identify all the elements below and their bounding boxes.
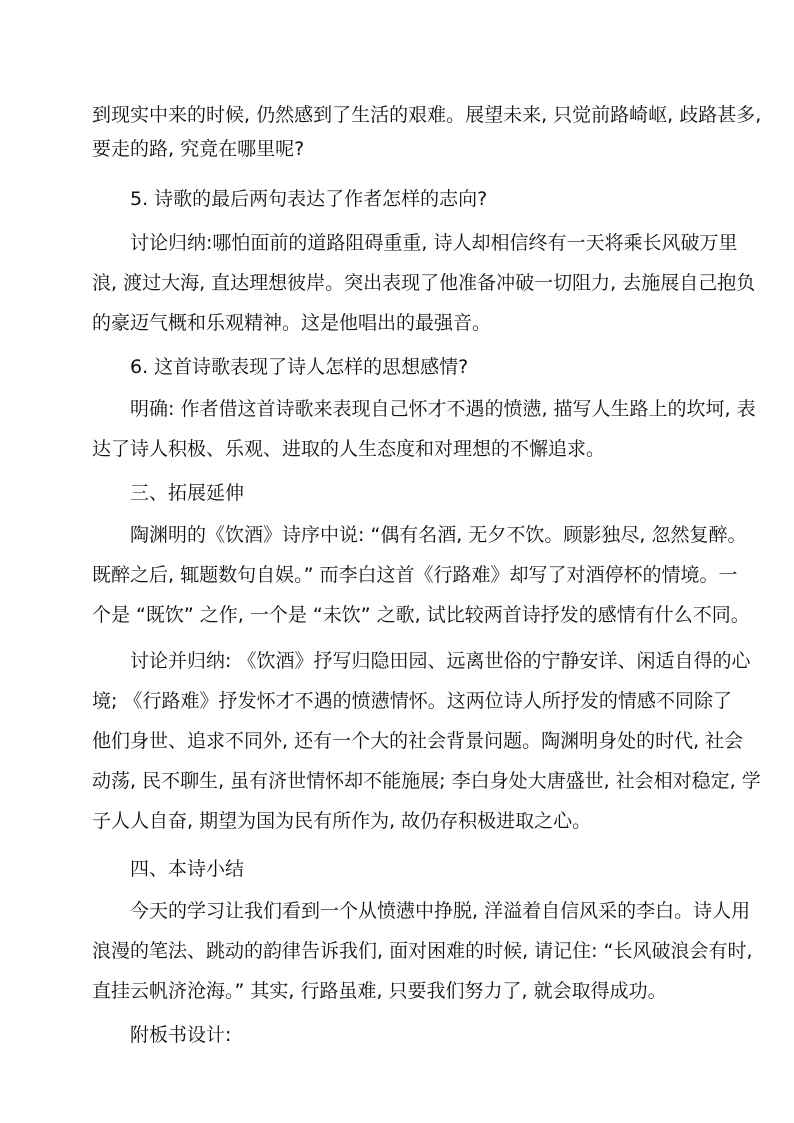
text-line: 的豪迈气概和乐观精神。这是他唱出的最强音。: [92, 312, 492, 334]
text-line: 6. 这首诗歌表现了诗人怎样的思想感情?: [130, 356, 469, 378]
text-line: 他们身世、追求不同外, 还有一个大的社会背景问题。陶渊明身处的时代, 社会: [92, 730, 744, 752]
section-heading-4: [130, 852, 732, 886]
paragraph-extension: [92, 518, 750, 632]
paragraph-discussion: [92, 644, 761, 838]
text-line: 讨论并归纳: 《饮酒》抒写归隐田园、远离世俗的宁静安详、闲适自得的心: [130, 650, 751, 672]
text-line: 浪, 渡过大海, 直达理想彼岸。突出表现了他准备冲破一切阻力, 去施展自己抱负: [92, 272, 756, 294]
text-line: 陶渊明的《饮酒》诗序中说: “偶有名酒, 无夕不饮。顾影独尽, 忽然复醉。: [130, 524, 747, 546]
text-line: 今天的学习让我们看到一个从愤懑中挣脱, 洋溢着自信风采的李白。诗人用: [130, 900, 751, 922]
text-line: 要走的路, 究竟在哪里呢?: [92, 138, 305, 160]
text-line: 三、拓展延伸: [130, 482, 245, 504]
text-line: 子人人自奋, 期望为国为民有所作为, 故仍存积极进取之心。: [92, 810, 592, 832]
question-5: [130, 182, 732, 216]
answer-6: [92, 392, 756, 466]
text-line: 直挂云帆济沧海。” 其实, 行路虽难, 只要我们努力了, 就会取得成功。: [92, 980, 667, 1002]
text-line: 浪漫的笔法、跳动的韵律告诉我们, 面对困难的时候, 请记住: “长风破浪会有时,: [92, 940, 753, 962]
answer-5: [92, 226, 756, 340]
text-line: 达了诗人积极、乐观、进取的人生态度和对理想的不懈追求。: [92, 438, 606, 460]
text-line: 5. 诗歌的最后两句表达了作者怎样的志向?: [130, 188, 488, 210]
text-line: 个是 “既饮” 之作, 一个是 “未饮” 之歌, 试比较两首诗抒发的感情有什么不同。: [92, 604, 750, 626]
section-heading-3: [130, 476, 732, 510]
text-line: 讨论归纳:哪怕面前的道路阻碍重重, 诗人却相信终有一天将乘长风破万里: [130, 232, 738, 254]
text-line: 到现实中来的时候, 仍然感到了生活的艰难。展望未来, 只觉前路崎岖, 歧路甚多,: [92, 104, 762, 126]
paragraph-summary: [92, 894, 753, 1008]
text-line: 明确: 作者借这首诗歌来表现自己怀才不遇的愤懑, 描写人生路上的坎坷, 表: [130, 398, 756, 420]
board-design-label: [130, 1018, 732, 1052]
text-line: 既醉之后, 辄题数句自娱。” 而李白这首《行路难》却写了对酒停杯的情境。一: [92, 564, 738, 586]
text-line: 附板书设计:: [130, 1024, 232, 1046]
question-6: [130, 350, 732, 384]
text-line: 境; 《行路难》抒发怀才不遇的愤懑情怀。这两位诗人所抒发的情感不同除了: [92, 690, 732, 712]
paragraph-continuation: [92, 98, 762, 166]
text-line: 四、本诗小结: [130, 858, 245, 880]
text-line: 动荡, 民不聊生, 虽有济世情怀却不能施展; 李白身处大唐盛世, 社会相对稳定, 学: [92, 770, 761, 792]
